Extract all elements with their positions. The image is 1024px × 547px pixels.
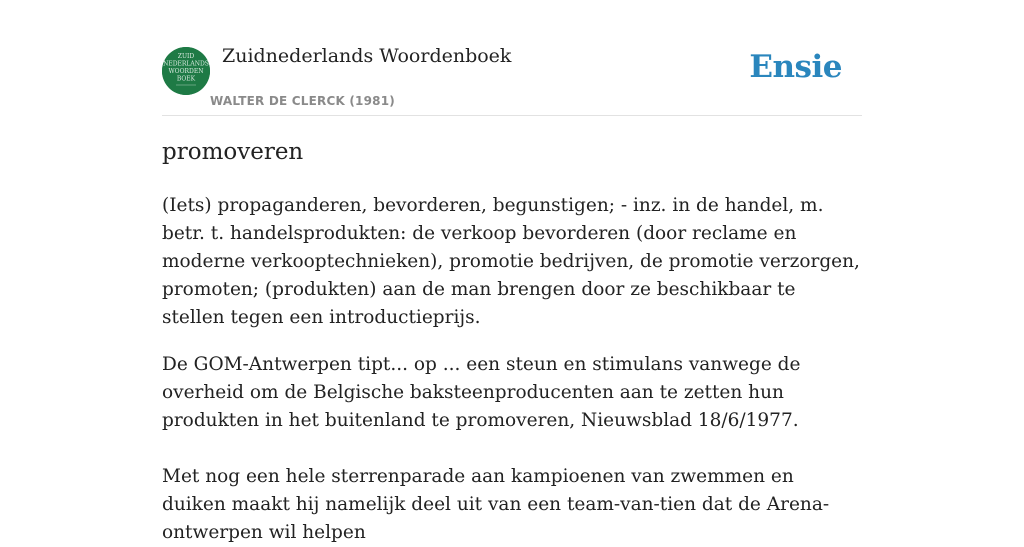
entry-headword: promoveren [162,139,304,165]
entry-definition: (Iets) propaganderen, bevorderen, begunstigen; - inz. in de handel, m. betr. t. handelsprodukten: de verkoop bevorderen (door reclame en moderne verkooptechnieken), promotie bedrijven, de promotie verzorgen, promoten; (produkten) aan de man brengen door ze beschikbaar te stellen tegen een introductieprijs. [162,195,860,328]
ensie-logo[interactable]: Ensie [749,49,842,85]
dictionary-header [162,0,862,116]
logo-text-line: NEDERLANDS [163,60,209,68]
dictionary-logo[interactable] [162,47,210,95]
entry-example: Met nog een hele sterrenparade aan kampioenen van zwemmen en duiken maakt hij namelijk deel uit van een team-van-tien dat de Arena-ontwerpen wil helpen [162,466,830,543]
dictionary-author: WALTER DE CLERCK (1981) [210,94,395,108]
entry-example: De GOM-Antwerpen tipt... op ... een steun en stimulans vanwege de overheid om de Belgische baksteenproducenten aan te zetten hun produkten in het buitenland te promoveren, Nieuwsblad 18/6/1977. [162,354,801,431]
logo-text-line: ZUID [177,53,195,60]
dictionary-title[interactable]: Zuidnederlands Woordenboek [222,45,512,67]
logo-text-line: BOEK [176,75,196,83]
logo-text-line: WOORDEN [168,68,204,75]
